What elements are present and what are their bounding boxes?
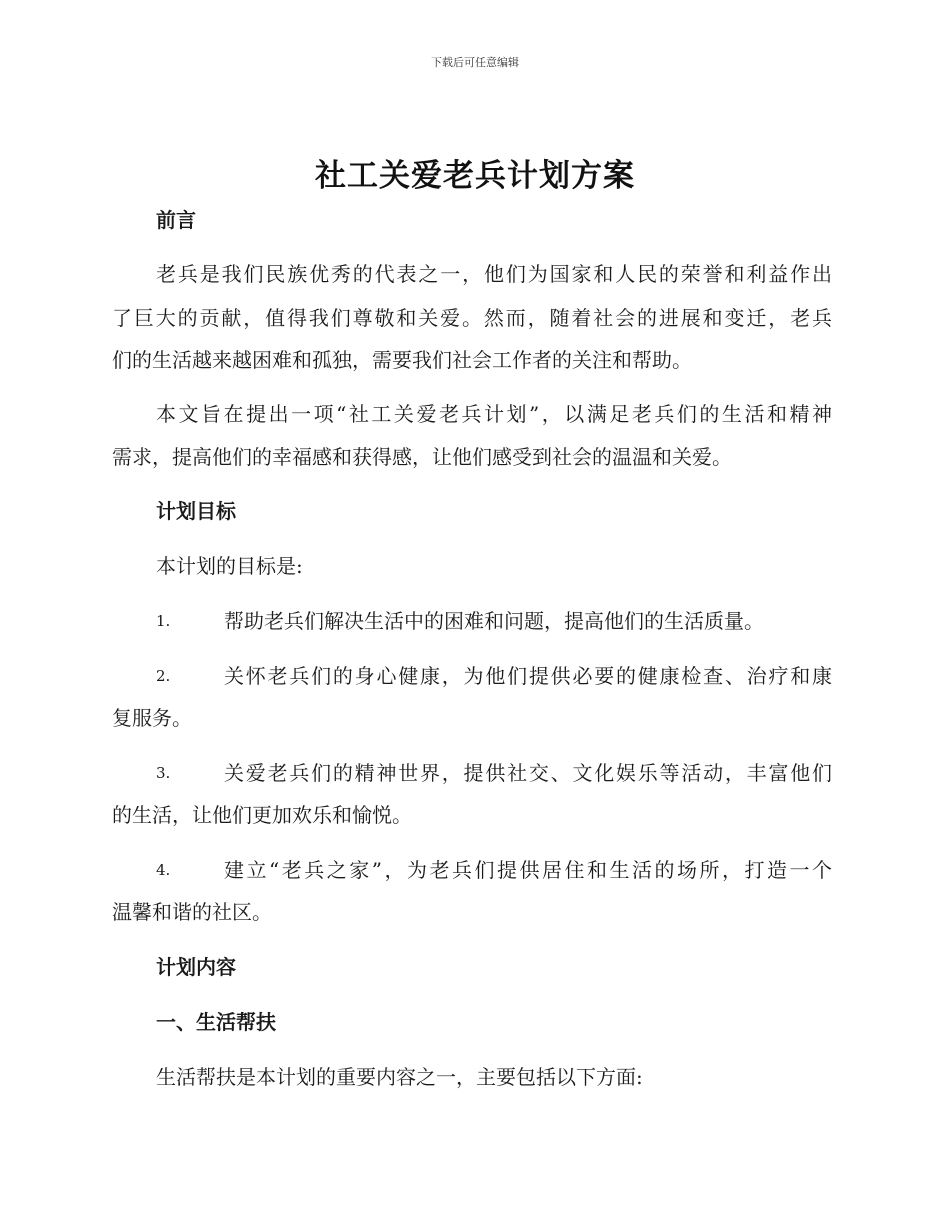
goal-item-4-line-1: 建立“老兵之家”，为老兵们提供居住和生活的场所，打造一个 — [224, 858, 832, 882]
goal-item-2-line-2: 复服务。 — [112, 706, 192, 730]
goals-intro: 本计划的目标是: — [156, 554, 303, 578]
preface-paragraph-1-line-2: 了巨大的贡献，值得我们尊敬和关爱。然而，随着社会的进展和变迁，老兵 — [112, 306, 832, 330]
goal-item-1-line-1: 帮助老兵们解决生活中的困难和问题，提高他们的生活质量。 — [224, 609, 764, 633]
preface-paragraph-1-line-3: 们的生活越来越困难和孤独，需要我们社会工作者的关注和帮助。 — [112, 348, 692, 372]
preface-heading: 前言 — [156, 208, 196, 232]
goal-item-number: 2. — [156, 667, 171, 685]
preface-paragraph-2-line-1: 本文旨在提出一项“社工关爱老兵计划”，以满足老兵们的生活和精神 — [156, 402, 832, 426]
goal-item-3-line-2: 的生活，让他们更加欢乐和愉悦。 — [112, 803, 412, 827]
section-1-heading: 一、生活帮扶 — [156, 1010, 276, 1034]
goal-item-number: 1. — [156, 612, 171, 630]
page-header-note: 下载后可任意编辑 — [431, 56, 519, 69]
goal-item-number: 4. — [156, 861, 171, 879]
section-1-intro: 生活帮扶是本计划的重要内容之一，主要包括以下方面: — [156, 1065, 643, 1089]
goal-item-2-line-1: 关怀老兵们的身心健康，为他们提供必要的健康检查、治疗和康 — [224, 664, 832, 688]
goal-item-4-line-2: 温馨和谐的社区。 — [112, 900, 272, 924]
content-heading: 计划内容 — [156, 955, 236, 979]
goals-heading: 计划目标 — [156, 499, 236, 523]
preface-paragraph-1-line-1: 老兵是我们民族优秀的代表之一，他们为国家和人民的荣誉和利益作出 — [156, 262, 832, 286]
goal-item-3-line-1: 关爱老兵们的精神世界，提供社交、文化娱乐等活动，丰富他们 — [224, 761, 832, 785]
document-title: 社工关爱老兵计划方案 — [315, 158, 635, 194]
goal-item-number: 3. — [156, 764, 171, 782]
preface-paragraph-2-line-2: 需求，提高他们的幸福感和获得感，让他们感受到社会的温温和关爱。 — [112, 445, 732, 469]
